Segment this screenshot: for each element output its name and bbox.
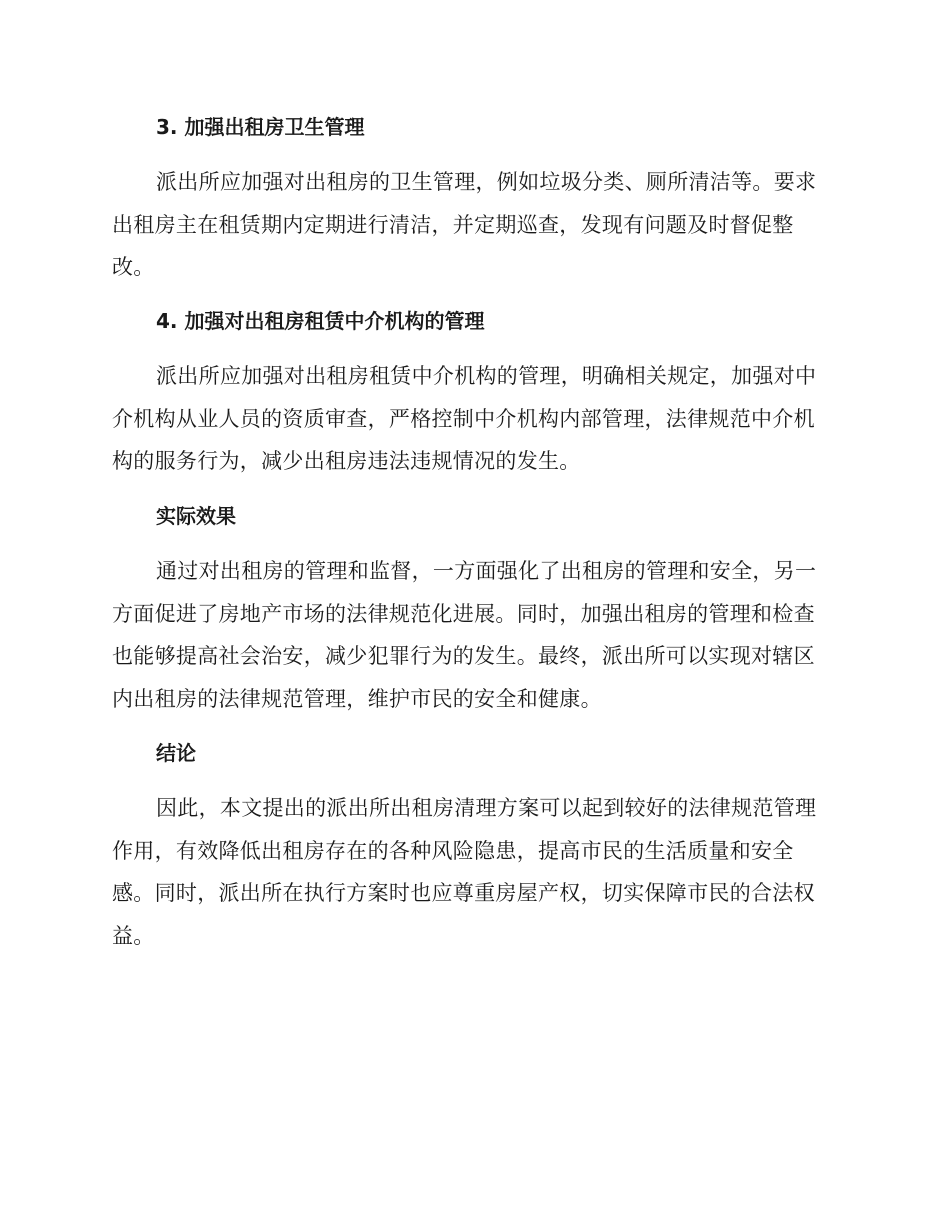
paragraph-agency [112, 355, 842, 483]
paragraph-line: 构的服务行为，减少出租房违法违规情况的发生。 [112, 449, 581, 473]
section-heading-hygiene: 3. 加强出租房卫生管理 [156, 115, 365, 139]
paragraph-line: 也能够提高社会治安，减少犯罪行为的发生。最终，派出所可以实现对辖区 [112, 644, 815, 668]
paragraph-line: 方面促进了房地产市场的法律规范化进展。同时，加强出租房的管理和检查 [112, 601, 815, 626]
paragraph-hygiene [112, 161, 842, 289]
paragraph-effect [112, 550, 842, 720]
paragraph-line: 作用，有效降低出租房存在的各种风险隐患，提高市民的生活质量和安全 [112, 838, 794, 863]
paragraph-line: 内出租房的法律规范管理，维护市民的安全和健康。 [112, 686, 602, 711]
paragraph-line: 感。同时，派出所在执行方案时也应尊重房屋产权，切实保障市民的合法权 [112, 881, 815, 905]
paragraph-line: 因此，本文提出的派出所出租房清理方案可以起到较好的法律规范管理 [156, 796, 817, 820]
paragraph-conclusion [112, 787, 842, 957]
paragraph-line: 改。 [112, 255, 155, 279]
paragraph-line: 派出所应加强对出租房租赁中介机构的管理，明确相关规定，加强对中 [156, 364, 817, 388]
paragraph-line: 出租房主在租赁期内定期进行清洁，并定期巡查，发现有问题及时督促整 [112, 212, 794, 237]
paragraph-line: 派出所应加强对出租房的卫生管理，例如垃圾分类、厕所清洁等。要求 [156, 170, 817, 194]
section-heading-agency: 4. 加强对出租房租赁中介机构的管理 [156, 309, 485, 333]
paragraph-line: 通过对出租房的管理和监督，一方面强化了出租房的管理和安全，另一 [156, 559, 817, 583]
section-heading-conclusion: 结论 [156, 741, 196, 765]
paragraph-line: 介机构从业人员的资质审查，严格控制中介机构内部管理，法律规范中介机 [112, 406, 815, 431]
section-heading-effect: 实际效果 [156, 504, 236, 528]
paragraph-line: 益。 [112, 923, 155, 948]
